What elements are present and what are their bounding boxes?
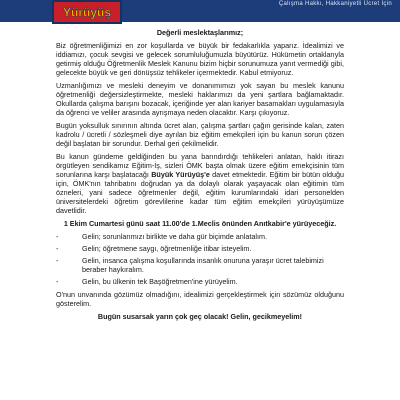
list-dash: - bbox=[56, 232, 59, 241]
svg-text:Yürüyüş: Yürüyüş bbox=[62, 5, 112, 20]
paragraph-4 bbox=[56, 152, 344, 215]
letter-body bbox=[56, 28, 344, 321]
list-item bbox=[56, 256, 344, 274]
paragraph-2: Uzmanlığımızı ve mesleki deneyim ve donanımımızı yok sayan bu meslek kanunu öğretmenliği değersizleştirmekte, mesleki haklarımızı da yeni şartlara bağlamaktadır. Okullarda çalışma barışını bozacak, içeriğinde yer alan kariyer basamakları uygulamasıyla da öğrenci ve veliler arasında ayrışmaya neden olacaktır. Karşı çıkıyoruz. bbox=[56, 81, 344, 117]
list-item-text: Gelin, bu ülkenin tek Başöğretmen'ine yürüyelim. bbox=[82, 277, 238, 286]
buyuk-yuruyus-logo bbox=[52, 0, 122, 24]
letter-salutation: Değerli meslektaşlarımız; bbox=[156, 28, 244, 37]
paragraph-4-start: Bu kanun gündeme geldiğinden bu yana barındırdığı tehlikeleri anlatan, haklı itirazı örgütleyen sendikamız Eğitim-İş, sizleri ÖMK başta olmak üzere eğitim emekçisinin tüm sorunlarına karşı başlatacağı bbox=[56, 152, 344, 179]
header-bar-text: Çalışma Hakkı, Hakkaniyetli Ücret İçin bbox=[278, 1, 392, 7]
paragraph-1: Biz öğretmenliğimizi en zor koşullarda ve büyük bir fedakarlıkla yaparız. İdealimizi ve iddiamızı, çocuk sevgisi ve gelecek sorumluluğumuzla büyütürüz. Hükümetin ortaklarıyla getirmiş olduğu Öğretmenlik Meslek Kanunu bizim hiçbir sorunumuza yanıt vermediği gibi, gelecekte büyük ve geri dönüşsüz tehlikeler içermektedir. Kabul etmiyoruz. bbox=[56, 41, 344, 77]
march-name: Büyük Yürüyüş'e bbox=[151, 170, 210, 179]
closing-line: Bugün susarsak yarın çok geç olacak! Gelin, gecikmeyelim! bbox=[97, 312, 303, 321]
list-item-text: Gelin, insanca çalışma koşullarında insanlık onuruna yaraşır ücret talebimizi beraber haykıralım. bbox=[82, 256, 324, 274]
list-item-text: Gelin; öğretmene saygı, öğretmenliğe itibar isteyelim. bbox=[82, 244, 252, 253]
list-dash: - bbox=[56, 277, 59, 286]
paragraph-5: O'nun unvanında gözümüz olmadığını, idealimizi gerçekleştirmek için sözümüz olduğunu gösterelim. bbox=[56, 290, 344, 308]
list-dash: - bbox=[56, 244, 59, 253]
march-announcement: 1 Ekim Cumartesi günü saat 11.00'de 1.Meclis önünden Anıtkabir'e yürüyeceğiz. bbox=[63, 219, 337, 228]
logo-lettering-icon bbox=[57, 4, 117, 20]
list-item bbox=[56, 277, 344, 286]
list-item bbox=[56, 244, 344, 253]
list-dash: - bbox=[56, 256, 59, 265]
paragraph-3: Bugün yoksulluk sınırının altında ücret alan, çalışma şartları çağın gerisinde kalan, zaten kadrolu / ücretli / sözleşmeli diye ayrılan biz eğitim emekçileri için bu kanun sorun çözen değil başlatan bir sorundur. Derhal geri çekilmelidir. bbox=[56, 121, 344, 148]
call-list bbox=[56, 232, 344, 286]
list-item-text: Gelin; sorunlarımızı birlikte ve daha gür biçimde anlatalım. bbox=[82, 232, 267, 241]
paragraph-4-end: davet etmektedir. Eğitim bir bütün olduğu için, ÖMK'nın tahribatını doğrudan ya da dolaylı olarak yaşayacak olan eğitimin tüm özneleri, yani sadece öğretmenler değil, eğitim kurumlarındaki idari personelden üniversitelerdeki öğretim görevlilerine kadar tüm eğitim emekçileri yürüyüşümüze davetlidir. bbox=[56, 170, 344, 215]
list-item bbox=[56, 232, 344, 241]
